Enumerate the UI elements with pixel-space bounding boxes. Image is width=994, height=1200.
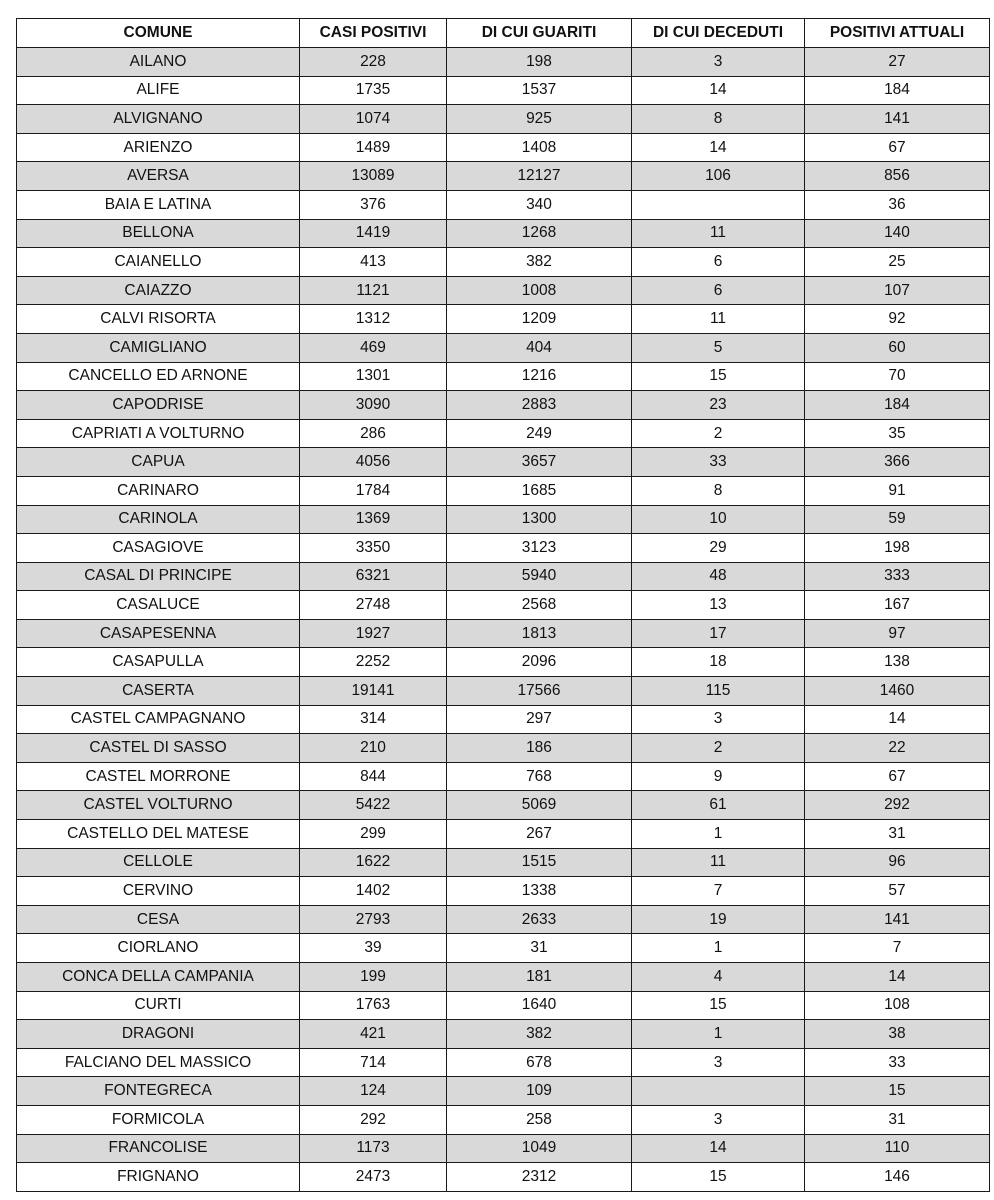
cell-comune: CELLOLE	[17, 848, 300, 877]
cell-positivi-attuali: 67	[805, 133, 990, 162]
table-row	[17, 1020, 990, 1049]
cell-comune: CASAPESENNA	[17, 619, 300, 648]
cell-positivi-attuali: 7	[805, 934, 990, 963]
cell-comune: CASTEL MORRONE	[17, 762, 300, 791]
cell-positivi-attuali: 27	[805, 48, 990, 77]
cell-casi-positivi: 4056	[300, 448, 447, 477]
cell-casi-positivi: 1369	[300, 505, 447, 534]
cell-deceduti: 15	[632, 1163, 805, 1192]
table-row	[17, 762, 990, 791]
cell-casi-positivi: 1622	[300, 848, 447, 877]
cell-comune: CIORLANO	[17, 934, 300, 963]
cell-comune: DRAGONI	[17, 1020, 300, 1049]
cell-comune: CASAGIOVE	[17, 534, 300, 563]
cell-positivi-attuali: 36	[805, 190, 990, 219]
cell-guariti: 1216	[447, 362, 632, 391]
cell-casi-positivi: 39	[300, 934, 447, 963]
cell-deceduti: 7	[632, 877, 805, 906]
cell-casi-positivi: 469	[300, 333, 447, 362]
table-row	[17, 534, 990, 563]
cell-deceduti: 6	[632, 276, 805, 305]
cell-guariti: 2568	[447, 591, 632, 620]
cell-positivi-attuali: 184	[805, 76, 990, 105]
cell-guariti: 109	[447, 1077, 632, 1106]
cell-deceduti: 14	[632, 1134, 805, 1163]
table-row	[17, 1163, 990, 1192]
cell-deceduti: 48	[632, 562, 805, 591]
cell-comune: CASERTA	[17, 677, 300, 706]
cell-casi-positivi: 844	[300, 762, 447, 791]
cell-deceduti: 11	[632, 848, 805, 877]
cell-comune: BELLONA	[17, 219, 300, 248]
cell-casi-positivi: 421	[300, 1020, 447, 1049]
table-row	[17, 562, 990, 591]
table-row	[17, 848, 990, 877]
cell-deceduti: 3	[632, 705, 805, 734]
cell-casi-positivi: 124	[300, 1077, 447, 1106]
cell-deceduti: 4	[632, 963, 805, 992]
cell-deceduti: 1	[632, 934, 805, 963]
cell-guariti: 267	[447, 820, 632, 849]
cell-guariti: 1049	[447, 1134, 632, 1163]
cell-deceduti: 61	[632, 791, 805, 820]
cell-deceduti: 18	[632, 648, 805, 677]
table-row	[17, 1048, 990, 1077]
cell-deceduti: 1	[632, 1020, 805, 1049]
cell-deceduti: 6	[632, 248, 805, 277]
cell-deceduti: 1	[632, 820, 805, 849]
table-row	[17, 391, 990, 420]
cell-positivi-attuali: 138	[805, 648, 990, 677]
cell-deceduti: 15	[632, 991, 805, 1020]
cell-casi-positivi: 199	[300, 963, 447, 992]
header-comune: COMUNE	[17, 19, 300, 48]
cell-deceduti: 15	[632, 362, 805, 391]
cell-guariti: 3657	[447, 448, 632, 477]
cell-comune: ARIENZO	[17, 133, 300, 162]
cell-casi-positivi: 6321	[300, 562, 447, 591]
table-row	[17, 133, 990, 162]
cell-casi-positivi: 13089	[300, 162, 447, 191]
cell-positivi-attuali: 107	[805, 276, 990, 305]
cell-deceduti: 3	[632, 1048, 805, 1077]
cell-positivi-attuali: 57	[805, 877, 990, 906]
cell-positivi-attuali: 146	[805, 1163, 990, 1192]
cell-positivi-attuali: 292	[805, 791, 990, 820]
cell-positivi-attuali: 856	[805, 162, 990, 191]
cell-guariti: 2883	[447, 391, 632, 420]
cell-deceduti: 11	[632, 219, 805, 248]
cell-casi-positivi: 1735	[300, 76, 447, 105]
cell-deceduti: 29	[632, 534, 805, 563]
cell-guariti: 2312	[447, 1163, 632, 1192]
cell-casi-positivi: 2252	[300, 648, 447, 677]
cell-comune: CONCA DELLA CAMPANIA	[17, 963, 300, 992]
cell-guariti: 1537	[447, 76, 632, 105]
table-row	[17, 991, 990, 1020]
table-row	[17, 1077, 990, 1106]
cell-positivi-attuali: 33	[805, 1048, 990, 1077]
cell-casi-positivi: 1419	[300, 219, 447, 248]
cell-casi-positivi: 292	[300, 1105, 447, 1134]
cell-comune: CURTI	[17, 991, 300, 1020]
cell-comune: FRIGNANO	[17, 1163, 300, 1192]
cell-positivi-attuali: 35	[805, 419, 990, 448]
cell-deceduti: 2	[632, 419, 805, 448]
table-row	[17, 162, 990, 191]
cell-deceduti: 23	[632, 391, 805, 420]
cell-guariti: 1008	[447, 276, 632, 305]
cell-casi-positivi: 1763	[300, 991, 447, 1020]
table-row	[17, 419, 990, 448]
table-row	[17, 505, 990, 534]
cell-deceduti: 10	[632, 505, 805, 534]
cell-comune: CAIANELLO	[17, 248, 300, 277]
cell-guariti: 181	[447, 963, 632, 992]
cell-guariti: 1338	[447, 877, 632, 906]
table-row	[17, 963, 990, 992]
cell-positivi-attuali: 38	[805, 1020, 990, 1049]
cell-comune: CESA	[17, 905, 300, 934]
cell-guariti: 382	[447, 248, 632, 277]
cell-casi-positivi: 286	[300, 419, 447, 448]
header-di-cui-guariti: DI CUI GUARITI	[447, 19, 632, 48]
cell-deceduti: 19	[632, 905, 805, 934]
cell-positivi-attuali: 14	[805, 963, 990, 992]
cell-casi-positivi: 1489	[300, 133, 447, 162]
cell-deceduti: 2	[632, 734, 805, 763]
table-row	[17, 619, 990, 648]
cell-casi-positivi: 1402	[300, 877, 447, 906]
cell-positivi-attuali: 31	[805, 820, 990, 849]
cell-guariti: 1685	[447, 476, 632, 505]
cell-comune: CANCELLO ED ARNONE	[17, 362, 300, 391]
cell-casi-positivi: 1074	[300, 105, 447, 134]
cell-guariti: 2633	[447, 905, 632, 934]
table-row	[17, 362, 990, 391]
cell-guariti: 5069	[447, 791, 632, 820]
cell-positivi-attuali: 96	[805, 848, 990, 877]
cell-casi-positivi: 1784	[300, 476, 447, 505]
cell-comune: CERVINO	[17, 877, 300, 906]
cell-positivi-attuali: 67	[805, 762, 990, 791]
cell-guariti: 17566	[447, 677, 632, 706]
table-row	[17, 448, 990, 477]
cell-guariti: 5940	[447, 562, 632, 591]
cell-guariti: 12127	[447, 162, 632, 191]
cell-comune: CAIAZZO	[17, 276, 300, 305]
cell-guariti: 340	[447, 190, 632, 219]
cell-casi-positivi: 1173	[300, 1134, 447, 1163]
cell-positivi-attuali: 141	[805, 905, 990, 934]
cell-comune: FRANCOLISE	[17, 1134, 300, 1163]
table-row	[17, 791, 990, 820]
cell-casi-positivi: 376	[300, 190, 447, 219]
cell-positivi-attuali: 333	[805, 562, 990, 591]
cell-positivi-attuali: 167	[805, 591, 990, 620]
cell-comune: CASTEL DI SASSO	[17, 734, 300, 763]
cell-positivi-attuali: 110	[805, 1134, 990, 1163]
cell-casi-positivi: 5422	[300, 791, 447, 820]
table-row	[17, 877, 990, 906]
cell-deceduti: 14	[632, 133, 805, 162]
cell-positivi-attuali: 22	[805, 734, 990, 763]
cell-comune: ALVIGNANO	[17, 105, 300, 134]
cell-guariti: 925	[447, 105, 632, 134]
cell-guariti: 1408	[447, 133, 632, 162]
cell-comune: ALIFE	[17, 76, 300, 105]
table-row	[17, 276, 990, 305]
cell-positivi-attuali: 14	[805, 705, 990, 734]
table-row	[17, 333, 990, 362]
cell-deceduti: 9	[632, 762, 805, 791]
cell-positivi-attuali: 184	[805, 391, 990, 420]
cell-casi-positivi: 228	[300, 48, 447, 77]
cell-casi-positivi: 1312	[300, 305, 447, 334]
table-row	[17, 1105, 990, 1134]
cell-guariti: 2096	[447, 648, 632, 677]
cell-comune: CASTELLO DEL MATESE	[17, 820, 300, 849]
cell-comune: CAPODRISE	[17, 391, 300, 420]
table-row	[17, 48, 990, 77]
table-row	[17, 591, 990, 620]
table-row	[17, 734, 990, 763]
cell-positivi-attuali: 31	[805, 1105, 990, 1134]
cell-guariti: 1300	[447, 505, 632, 534]
cell-casi-positivi: 19141	[300, 677, 447, 706]
cell-comune: CASALUCE	[17, 591, 300, 620]
cell-guariti: 297	[447, 705, 632, 734]
cell-deceduti: 14	[632, 76, 805, 105]
cell-deceduti: 8	[632, 476, 805, 505]
cell-guariti: 1515	[447, 848, 632, 877]
cell-comune: CASAPULLA	[17, 648, 300, 677]
cell-casi-positivi: 413	[300, 248, 447, 277]
cell-deceduti: 13	[632, 591, 805, 620]
table-row	[17, 248, 990, 277]
cell-casi-positivi: 1301	[300, 362, 447, 391]
cell-deceduti: 33	[632, 448, 805, 477]
cell-positivi-attuali: 198	[805, 534, 990, 563]
cell-deceduti: 5	[632, 333, 805, 362]
cell-casi-positivi: 2793	[300, 905, 447, 934]
cell-deceduti	[632, 190, 805, 219]
table-row	[17, 476, 990, 505]
cell-comune: CAMIGLIANO	[17, 333, 300, 362]
cell-comune: FONTEGRECA	[17, 1077, 300, 1106]
table-body	[17, 48, 990, 1192]
table-row	[17, 905, 990, 934]
cell-comune: BAIA E LATINA	[17, 190, 300, 219]
table-row	[17, 76, 990, 105]
cell-deceduti: 11	[632, 305, 805, 334]
cell-guariti: 31	[447, 934, 632, 963]
cell-comune: AILANO	[17, 48, 300, 77]
cell-deceduti: 17	[632, 619, 805, 648]
cell-guariti: 1640	[447, 991, 632, 1020]
cell-casi-positivi: 1121	[300, 276, 447, 305]
cell-guariti: 404	[447, 333, 632, 362]
cell-guariti: 1813	[447, 619, 632, 648]
covid-cases-table-sheet	[16, 18, 989, 1192]
header-casi-positivi: CASI POSITIVI	[300, 19, 447, 48]
cell-positivi-attuali: 91	[805, 476, 990, 505]
header-di-cui-deceduti: DI CUI DECEDUTI	[632, 19, 805, 48]
cell-casi-positivi: 3090	[300, 391, 447, 420]
table-row	[17, 705, 990, 734]
cell-deceduti: 8	[632, 105, 805, 134]
cell-comune: CAPUA	[17, 448, 300, 477]
cell-guariti: 3123	[447, 534, 632, 563]
cell-comune: FORMICOLA	[17, 1105, 300, 1134]
table-row	[17, 305, 990, 334]
cell-deceduti: 3	[632, 48, 805, 77]
cell-positivi-attuali: 366	[805, 448, 990, 477]
table-row	[17, 934, 990, 963]
cell-casi-positivi: 714	[300, 1048, 447, 1077]
cell-positivi-attuali: 92	[805, 305, 990, 334]
cell-positivi-attuali: 15	[805, 1077, 990, 1106]
cell-comune: CAPRIATI A VOLTURNO	[17, 419, 300, 448]
cell-casi-positivi: 2748	[300, 591, 447, 620]
cell-guariti: 768	[447, 762, 632, 791]
table-row	[17, 677, 990, 706]
cell-comune: CASTEL CAMPAGNANO	[17, 705, 300, 734]
cell-comune: CASTEL VOLTURNO	[17, 791, 300, 820]
cell-deceduti: 115	[632, 677, 805, 706]
cell-casi-positivi: 314	[300, 705, 447, 734]
cell-casi-positivi: 3350	[300, 534, 447, 563]
cell-casi-positivi: 1927	[300, 619, 447, 648]
cell-casi-positivi: 210	[300, 734, 447, 763]
cell-positivi-attuali: 97	[805, 619, 990, 648]
cell-positivi-attuali: 70	[805, 362, 990, 391]
table-row	[17, 105, 990, 134]
cell-positivi-attuali: 140	[805, 219, 990, 248]
cell-guariti: 1268	[447, 219, 632, 248]
cell-positivi-attuali: 108	[805, 991, 990, 1020]
cell-guariti: 198	[447, 48, 632, 77]
cell-deceduti	[632, 1077, 805, 1106]
cell-comune: CALVI RISORTA	[17, 305, 300, 334]
cell-positivi-attuali: 59	[805, 505, 990, 534]
cell-casi-positivi: 2473	[300, 1163, 447, 1192]
header-positivi-attuali: POSITIVI ATTUALI	[805, 19, 990, 48]
table-row	[17, 190, 990, 219]
cell-positivi-attuali: 25	[805, 248, 990, 277]
cell-positivi-attuali: 1460	[805, 677, 990, 706]
covid-cases-table	[16, 18, 990, 1192]
cell-comune: CARINOLA	[17, 505, 300, 534]
cell-guariti: 186	[447, 734, 632, 763]
table-row	[17, 1134, 990, 1163]
cell-guariti: 258	[447, 1105, 632, 1134]
cell-comune: CARINARO	[17, 476, 300, 505]
header-row	[17, 19, 990, 48]
cell-comune: CASAL DI PRINCIPE	[17, 562, 300, 591]
cell-comune: AVERSA	[17, 162, 300, 191]
table-row	[17, 648, 990, 677]
table-row	[17, 820, 990, 849]
cell-positivi-attuali: 141	[805, 105, 990, 134]
cell-deceduti: 106	[632, 162, 805, 191]
cell-guariti: 382	[447, 1020, 632, 1049]
cell-positivi-attuali: 60	[805, 333, 990, 362]
cell-guariti: 678	[447, 1048, 632, 1077]
cell-deceduti: 3	[632, 1105, 805, 1134]
cell-guariti: 1209	[447, 305, 632, 334]
table-row	[17, 219, 990, 248]
cell-casi-positivi: 299	[300, 820, 447, 849]
cell-guariti: 249	[447, 419, 632, 448]
cell-comune: FALCIANO DEL MASSICO	[17, 1048, 300, 1077]
